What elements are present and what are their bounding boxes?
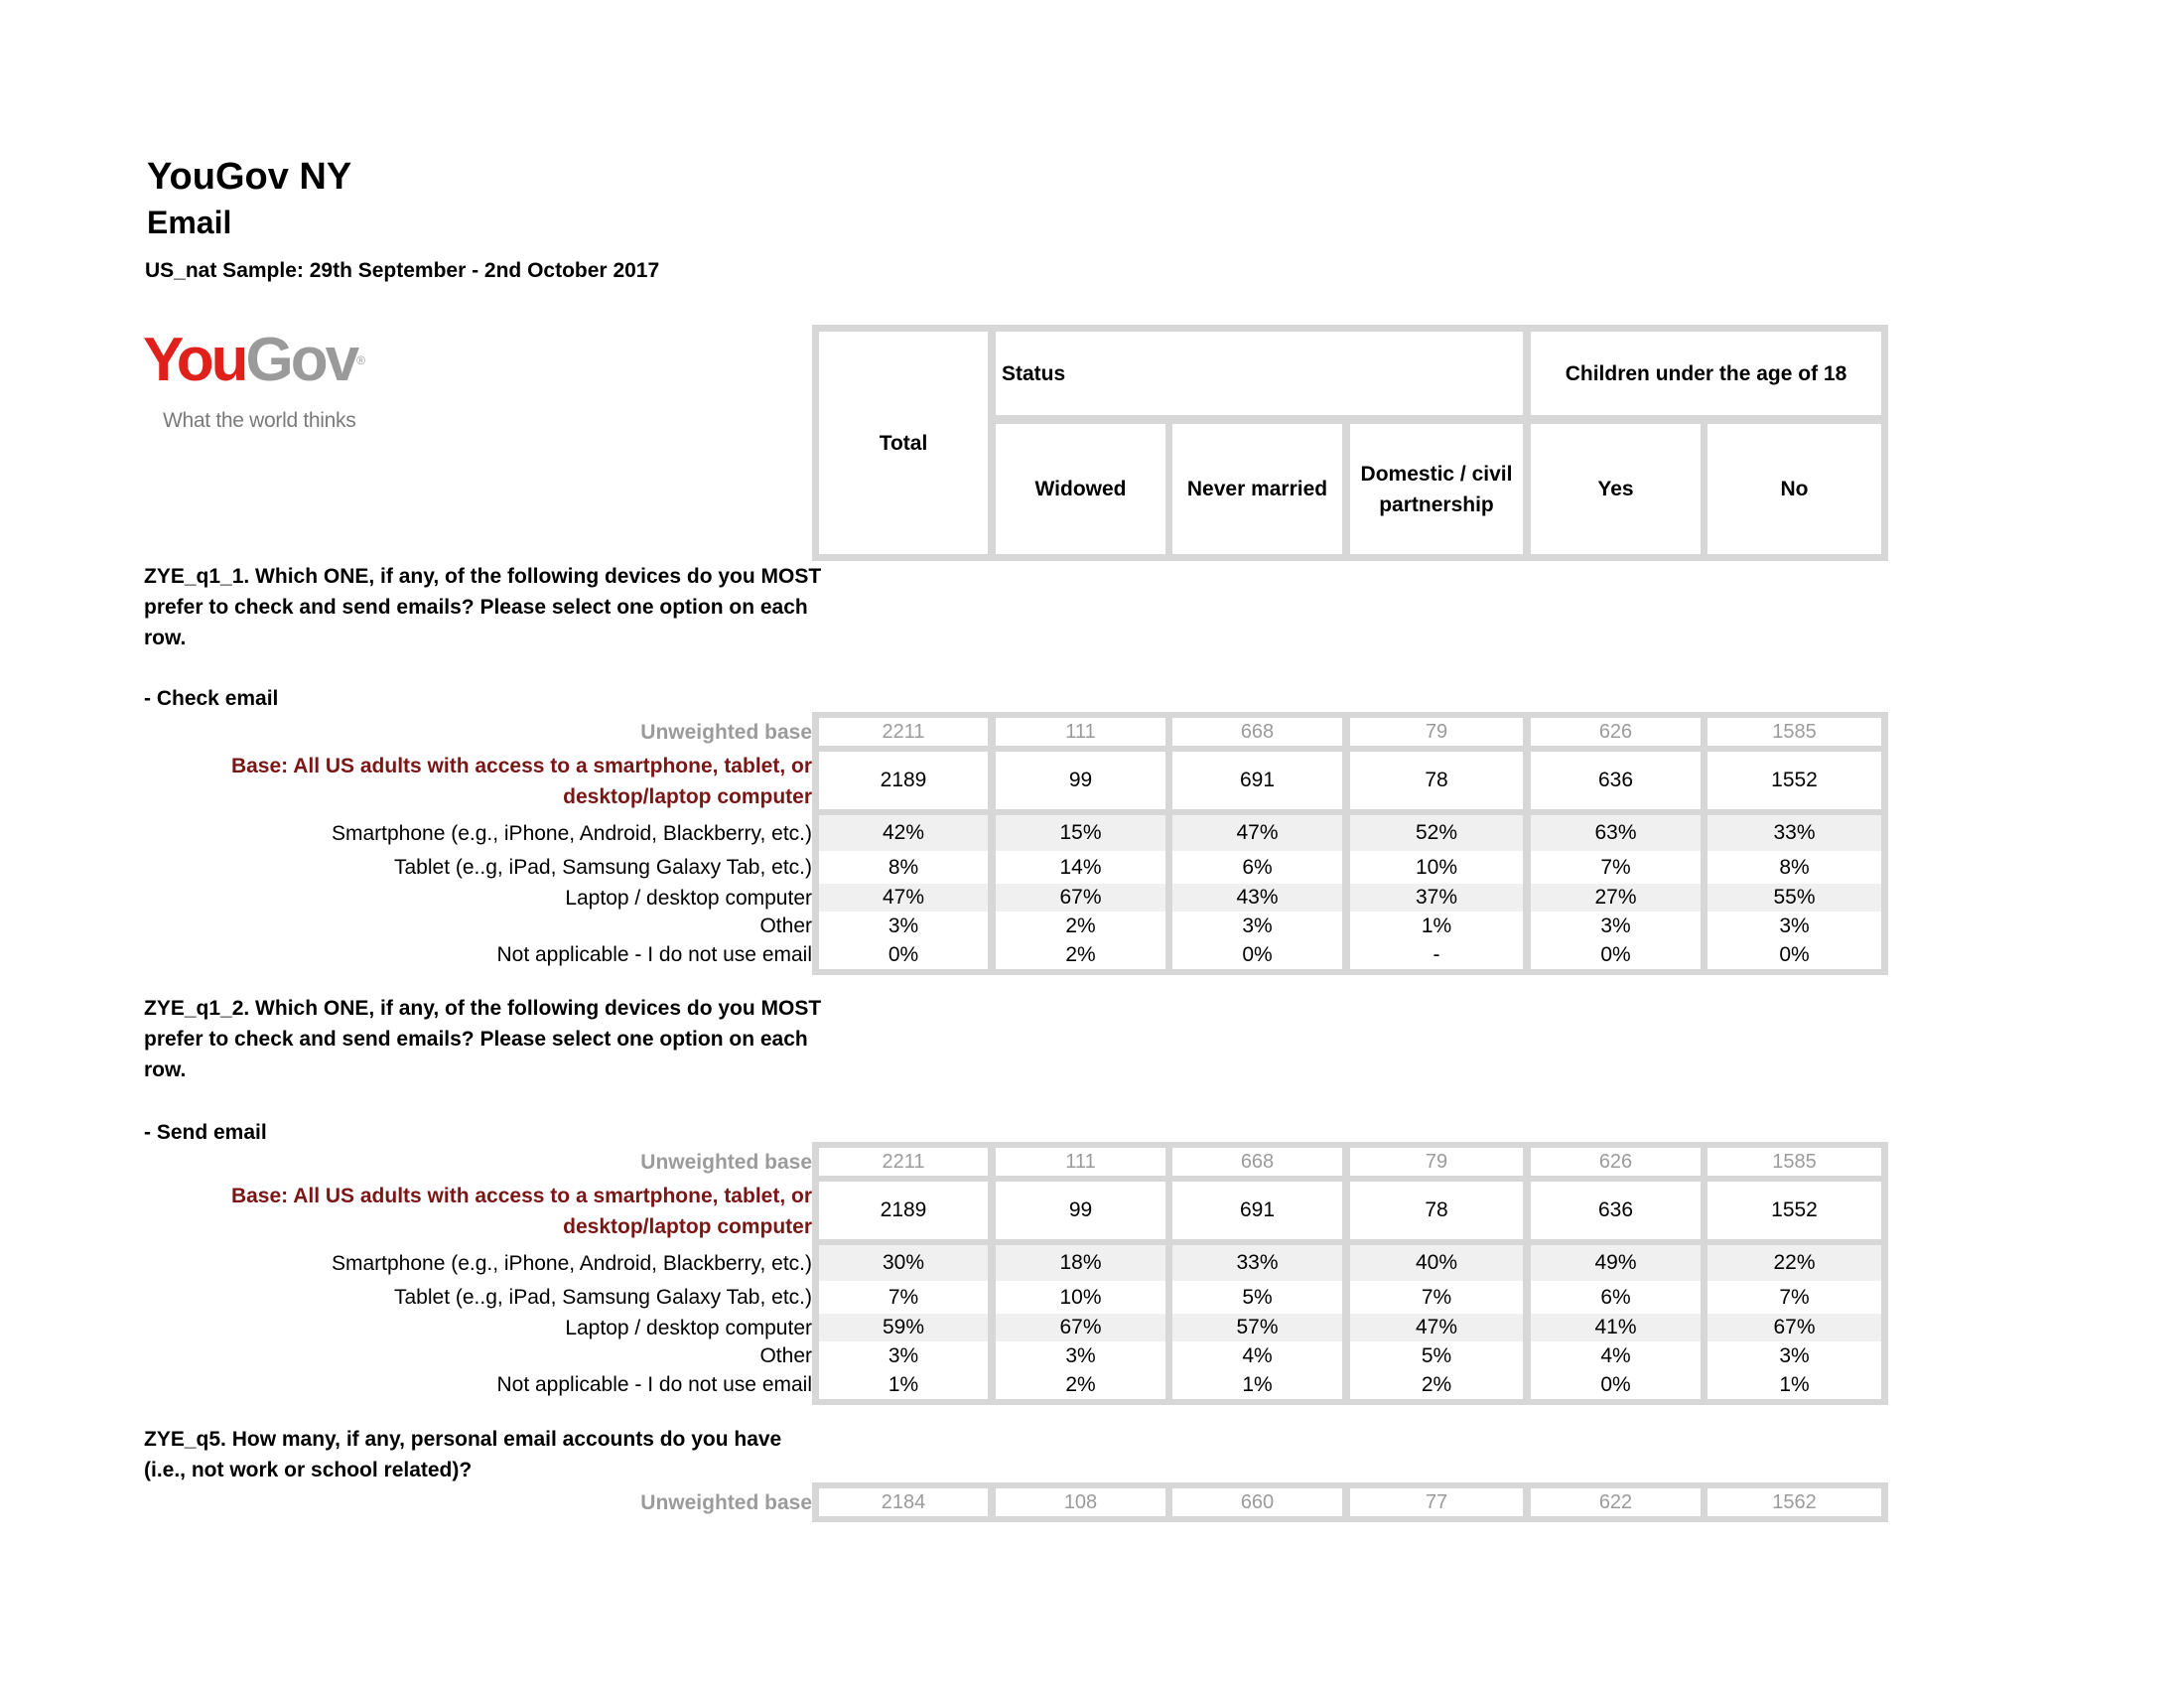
table-cell: 10% (996, 1281, 1165, 1314)
row-label: Tablet (e..g, iPad, Samsung Galaxy Tab, etc.) (394, 856, 812, 879)
table-cell: 47% (819, 884, 988, 912)
table-cell: 47% (1350, 1314, 1523, 1341)
table-cell: 67% (1707, 1314, 1881, 1341)
logo-gov-text: Gov (245, 326, 357, 394)
table-cell: 7% (1350, 1281, 1523, 1314)
table-cell: 7% (1707, 1281, 1881, 1314)
table-cell: 2% (996, 1370, 1165, 1399)
table-cell: 99 (996, 1182, 1165, 1239)
table-cell: 691 (1172, 752, 1342, 809)
table-cell: 3% (819, 912, 988, 940)
col-no-header: No (1707, 424, 1881, 554)
table-cell: 14% (996, 851, 1165, 884)
table-cell: 63% (1531, 815, 1701, 851)
table-cell: 2% (1350, 1370, 1523, 1399)
table-cell: 59% (819, 1314, 988, 1341)
row-label: Not applicable - I do not use email (496, 1373, 812, 1396)
col-group-children: Children under the age of 18 (1531, 332, 1881, 415)
base-label: Base: All US adults with access to a smartphone, tablet, or desktop/laptop computer (230, 1185, 812, 1238)
table-cell: 108 (996, 1488, 1165, 1516)
table-cell: 1585 (1707, 1148, 1881, 1176)
row-label: Tablet (e..g, iPad, Samsung Galaxy Tab, etc.) (394, 1286, 812, 1309)
data-table (812, 1142, 1888, 1405)
col-total-header: Total (819, 332, 988, 554)
table-cell: 47% (1172, 815, 1342, 851)
page-subtitle: Email (147, 205, 232, 240)
table-cell: 30% (819, 1245, 988, 1281)
sample-description: US_nat Sample: 29th September - 2nd October 2017 (145, 259, 660, 282)
table-cell: 3% (1172, 912, 1342, 940)
table-cell: 22% (1707, 1245, 1881, 1281)
table-cell: 1552 (1707, 1182, 1881, 1239)
table-cell: 2% (996, 912, 1165, 940)
table-cell: 77 (1350, 1488, 1523, 1516)
col-widowed-header: Widowed (996, 424, 1165, 554)
table-cell: 5% (1172, 1281, 1342, 1314)
table-cell: 1% (1172, 1370, 1342, 1399)
table-cell: 2211 (819, 1148, 988, 1176)
table-cell: 660 (1172, 1488, 1342, 1516)
table-cell: 8% (1707, 851, 1881, 884)
question-subtitle: - Send email (144, 1121, 267, 1144)
table-cell: 1% (819, 1370, 988, 1399)
table-cell: 5% (1350, 1341, 1523, 1370)
table-cell: 7% (819, 1281, 988, 1314)
table-cell: 78 (1350, 1182, 1523, 1239)
table-cell: 6% (1172, 851, 1342, 884)
data-table (812, 712, 1888, 975)
table-cell: 3% (1531, 912, 1701, 940)
row-label: Laptop / desktop computer (565, 886, 812, 910)
logo-tagline: What the world thinks (163, 409, 356, 432)
table-cell: 4% (1531, 1341, 1701, 1370)
table-cell: 27% (1531, 884, 1701, 912)
table-cell: 668 (1172, 1148, 1342, 1176)
table-cell: 3% (1707, 912, 1881, 940)
table-cell: 8% (819, 851, 988, 884)
row-label: Laptop / desktop computer (565, 1316, 812, 1339)
row-label: Other (759, 914, 812, 937)
table-cell: 41% (1531, 1314, 1701, 1341)
column-header-grid (812, 325, 1888, 561)
table-cell: 3% (1707, 1341, 1881, 1370)
table-cell: 49% (1531, 1245, 1701, 1281)
question-subtitle: - Check email (144, 687, 279, 710)
table-cell: 111 (996, 1148, 1165, 1176)
row-label: Smartphone (e.g., iPhone, Android, Blackberry, etc.) (331, 1251, 812, 1275)
page-title: YouGov NY (147, 156, 352, 198)
unweighted-base-label: Unweighted base (640, 720, 812, 744)
table-cell: 111 (996, 718, 1165, 746)
table-cell: 626 (1531, 718, 1701, 746)
table-cell: 15% (996, 815, 1165, 851)
question-title: ZYE_q1_2. Which ONE, if any, of the following devices do you MOST prefer to check and send emails? Please select one option on each row. (144, 997, 822, 1081)
table-cell: 79 (1350, 718, 1523, 746)
table-cell: 3% (996, 1341, 1165, 1370)
table-cell: 0% (1531, 940, 1701, 969)
table-cell: 1552 (1707, 752, 1881, 809)
table-cell: 7% (1531, 851, 1701, 884)
table-cell: 33% (1172, 1245, 1342, 1281)
table-cell: 1562 (1707, 1488, 1881, 1516)
unweighted-base-label: Unweighted base (640, 1490, 812, 1514)
unweighted-base-label: Unweighted base (640, 1150, 812, 1174)
table-cell: 0% (1707, 940, 1881, 969)
row-label: Not applicable - I do not use email (496, 943, 812, 966)
table-cell: 636 (1531, 1182, 1701, 1239)
table-cell: 2184 (819, 1488, 988, 1516)
table-cell: 0% (1531, 1370, 1701, 1399)
table-cell: 67% (996, 1314, 1165, 1341)
table-cell: 668 (1172, 718, 1342, 746)
table-cell: 42% (819, 815, 988, 851)
table-cell: 622 (1531, 1488, 1701, 1516)
table-cell: 78 (1350, 752, 1523, 809)
table-cell: 2189 (819, 752, 988, 809)
table-cell: 3% (819, 1341, 988, 1370)
table-cell: 40% (1350, 1245, 1523, 1281)
table-cell: 1% (1350, 912, 1523, 940)
question-title: ZYE_q5. How many, if any, personal email accounts do you have (i.e., not work or school related)? (144, 1428, 782, 1481)
table-cell: 0% (1172, 940, 1342, 969)
table-cell: 2211 (819, 718, 988, 746)
col-never-married-header: Never married (1172, 424, 1342, 554)
table-cell: 33% (1707, 815, 1881, 851)
table-cell: 4% (1172, 1341, 1342, 1370)
table-cell: 99 (996, 752, 1165, 809)
row-label: Smartphone (e.g., iPhone, Android, Blackberry, etc.) (331, 821, 812, 845)
question-title: ZYE_q1_1. Which ONE, if any, of the following devices do you MOST prefer to check and send emails? Please select one option on each row. (144, 565, 822, 649)
col-domestic-header: Domestic / civil partnership (1350, 424, 1523, 554)
row-label: Other (759, 1344, 812, 1367)
table-cell: 57% (1172, 1314, 1342, 1341)
table-cell: 52% (1350, 815, 1523, 851)
table-cell: 1585 (1707, 718, 1881, 746)
table-cell: 6% (1531, 1281, 1701, 1314)
table-cell: 10% (1350, 851, 1523, 884)
table-cell: 55% (1707, 884, 1881, 912)
logo-you-text: You (143, 326, 246, 394)
col-group-status: Status (996, 332, 1523, 415)
table-cell: 2189 (819, 1182, 988, 1239)
table-cell: 18% (996, 1245, 1165, 1281)
table-cell: 67% (996, 884, 1165, 912)
table-cell: 691 (1172, 1182, 1342, 1239)
table-cell: 37% (1350, 884, 1523, 912)
data-table (812, 1482, 1888, 1522)
table-cell: 43% (1172, 884, 1342, 912)
table-cell: 0% (819, 940, 988, 969)
table-cell: 626 (1531, 1148, 1701, 1176)
table-cell: 636 (1531, 752, 1701, 809)
table-cell: - (1350, 940, 1523, 969)
yougov-logo: YouGov® What the world thinks (143, 330, 401, 429)
col-yes-header: Yes (1531, 424, 1701, 554)
table-cell: 1% (1707, 1370, 1881, 1399)
base-label: Base: All US adults with access to a smartphone, tablet, or desktop/laptop computer (230, 755, 812, 808)
table-cell: 2% (996, 940, 1165, 969)
table-cell: 79 (1350, 1148, 1523, 1176)
